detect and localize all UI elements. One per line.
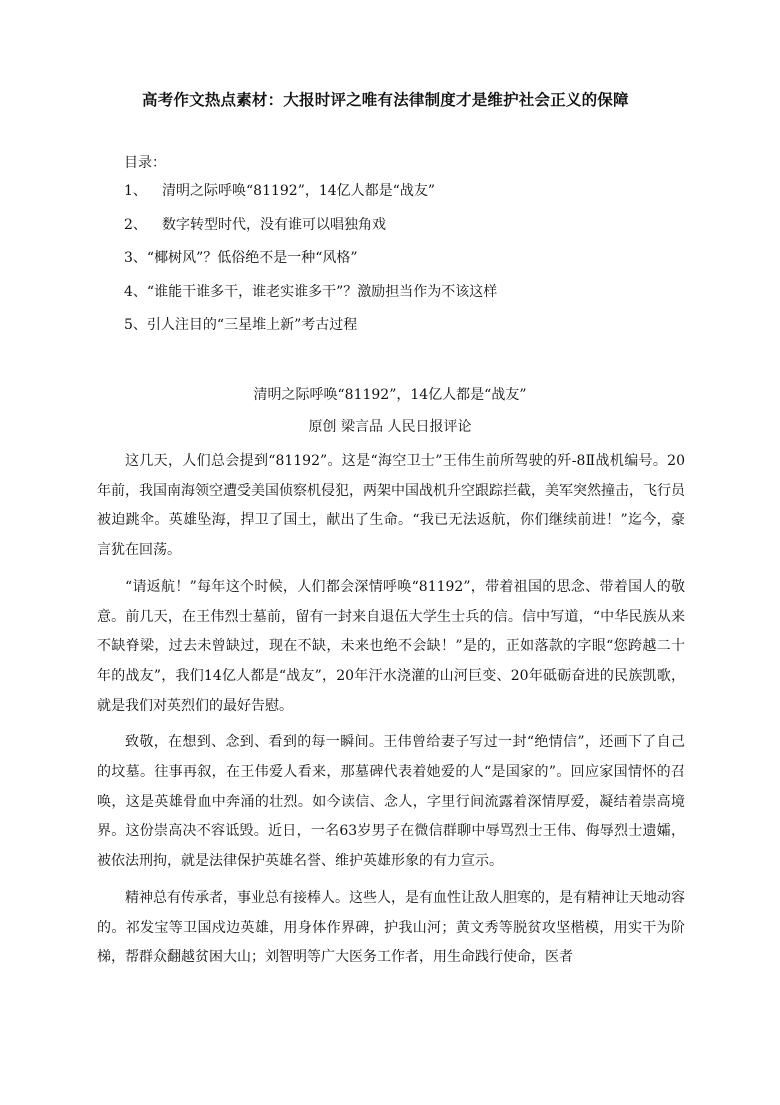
article-byline: 原创 梁言品 人民日报评论 [308, 419, 472, 435]
article-title: 清明之际呼唤“81192”，14亿人都是“战友” [253, 387, 527, 403]
toc-item: 4、“谁能干谁多干，谁老实谁多干”？激励担当作为不该这样 [124, 283, 498, 300]
paragraph: “请返航！”每年这个时候，人们都会深情呼唤“81192”，带着祖国的思念、带着国人的敬意。前几天，在王伟烈士墓前，留有一封来自退伍大学生士兵的信。信中写道，“中华民族从来不缺脊梁，过去未曾缺过，现在不缺，未来也绝不会缺！”是的，正如落款的字眼“您跨越二十年的战友”，我们14亿人都是“战友”，20年汗水浇灌的山河巨变、20年砥砺奋进的民族凯歌，就是我们对英烈们的最好告慰。 [97, 578, 685, 714]
paragraph: 致敬，在想到、念到、看到的每一瞬间。王伟曾给妻子写过一封“绝情信”，还画下了自己的坟墓。往事再叙，在王伟爱人看来，那墓碑代表着她爱的人“是国家的”。回应家国情怀的召唤，这是英雄骨血中奔涌的壮烈。如今读信、念人，字里行间流露着深情厚爱，凝结着崇高境界。这份崇高决不容诋毁。近日，一名63岁男子在微信群聊中辱骂烈士王伟、侮辱烈士遗孀，被依法刑拘，就是法律保护英雄名誉、维护英雄形象的有力宣示。 [97, 734, 685, 870]
document-title: 高考作文热点素材：大报时评之唯有法律制度才是维护社会正义的保障 [142, 91, 629, 109]
article-body [97, 447, 685, 980]
toc-item: 1、 清明之际呼唤“81192”，14亿人都是“战友” [124, 183, 435, 199]
toc-item: 2、 数字转型时代，没有谁可以唱独角戏 [124, 216, 386, 233]
paragraph: 精神总有传承者，事业总有接棒人。这些人，是有血性让敌人胆寒的，是有精神让天地动容的。祁发宝等卫国戍边英雄，用身体作界碑，护我山河；黄文秀等脱贫攻坚楷模，用实干为阶梯，帮群众翻越贫困大山；刘智明等广大医务工作者，用生命践行使命，医者 [97, 889, 685, 966]
table-of-contents [124, 180, 497, 348]
paragraph: 这几天，人们总会提到“81192”。这是“海空卫士”王伟生前所驾驶的歼-8Ⅱ战机编号。20年前，我国南海领空遭受美国侦察机侵犯，两架中国战机升空跟踪拦截，美军突然撞击，飞行员被迫跳伞。英雄坠海，捍卫了国土，献出了生命。“我已无法返航，你们继续前进！”迄今，豪言犹在回荡。 [97, 453, 685, 559]
toc-heading: 目录： [124, 155, 166, 171]
toc-item: 3、“椰树风”？低俗绝不是一种“风格” [124, 250, 358, 266]
toc-item: 5、引人注目的“三星堆上新”考古过程 [124, 317, 358, 333]
